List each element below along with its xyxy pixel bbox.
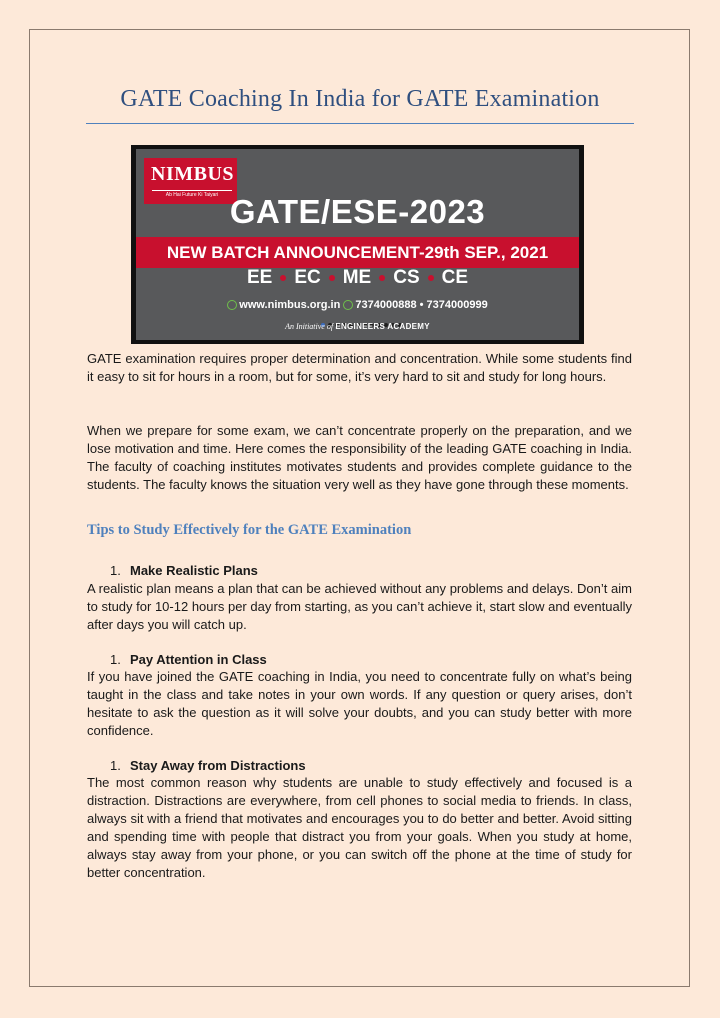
website-text: www.nimbus.org.in [239,299,341,311]
bullet-dot-icon [428,275,434,281]
section-heading: Tips to Study Effectively for the GATE Examination [87,522,412,538]
tip-body: A realistic plan means a plan that can be achieved without any problems and delays. Don’t aim to study for 10-12 hours per day from starting, as you can’t achieve it, start slow and eventually after days you will catch up. [87,581,632,632]
list-number: 1. [110,563,121,578]
bullet-dot-icon [379,275,385,281]
tip-heading [110,562,258,580]
tip-body: If you have joined the GATE coaching in India, you need to concentrate fully on what’s being taught in the class and take notes in your own words. If any question or query arises, don’t hesitate to ask the question as it will solve your doubts, and you can study better with more confidence. [87,669,632,738]
bullet-dot-icon [280,275,286,281]
phone-numbers: 7374000888 • 7374000999 [355,299,488,311]
bullet-dot-icon [329,275,335,281]
intro-paragraph: GATE examination requires proper determination and concentration. While some students find it easy to sit for hours in a room, but for some, it’s very hard to sit and study for long hours. [87,351,632,384]
branch-cs: CS [393,267,420,288]
branch-ec: EC [294,267,321,288]
announcement-text: NEW BATCH ANNOUNCEMENT-29th SEP., 2021 [166,243,549,262]
tip-heading [110,651,267,669]
branch-ee: EE [246,267,273,288]
tip-body: The most common reason why students are unable to study effectively and focused is a distraction. Distractions are everywhere, from cell phones to social media to friends. In class, always sit with a friend that motivates and encourages you to do better and better. Avoid sitting and spending time with people that distract you from your goals. When you study at home, always stay away from your phone, or you can switch off the phone at the time of study for better concentration. [87,775,632,880]
announcement-strip [136,237,579,268]
tip-heading [110,757,306,775]
whatsapp-icon [227,300,237,310]
list-number: 1. [110,758,121,773]
logo-name: NIMBUS [151,163,235,185]
list-number: 1. [110,652,121,667]
branch-me: ME [342,267,372,288]
tip-title: Stay Away from Distractions [130,758,306,773]
banner-headline: GATE/ESE-2023 [229,193,486,230]
branch-list [136,267,579,301]
contact-line [136,299,579,311]
title-underline [86,123,634,124]
branch-ce: CE [441,267,469,288]
initiative-prefix: An Initiative of [285,322,334,331]
tip-title: Pay Attention in Class [130,652,267,667]
logo-tagline: Ab Hai Future Ki Taiyari [152,190,232,198]
initiative-name: ENGINEERS ACADEMY [335,322,430,331]
intro-paragraph: When we prepare for some exam, we can’t concentrate properly on the preparation, and we lose motivation and time. Here comes the responsibility of the leading GATE coaching in India. The faculty of coaching institutes motivates students and provides complete guidance to the students. The faculty knows the situation very well as they have gone through these moments. [87,423,632,492]
banner-panel [136,149,579,340]
promo-banner [131,145,584,344]
document-title: GATE Coaching In India for GATE Examination [120,86,600,112]
initiative-line [136,322,579,331]
tip-title: Make Realistic Plans [130,563,258,578]
carousel-dots[interactable] [321,314,405,318]
globe-icon [343,300,353,310]
